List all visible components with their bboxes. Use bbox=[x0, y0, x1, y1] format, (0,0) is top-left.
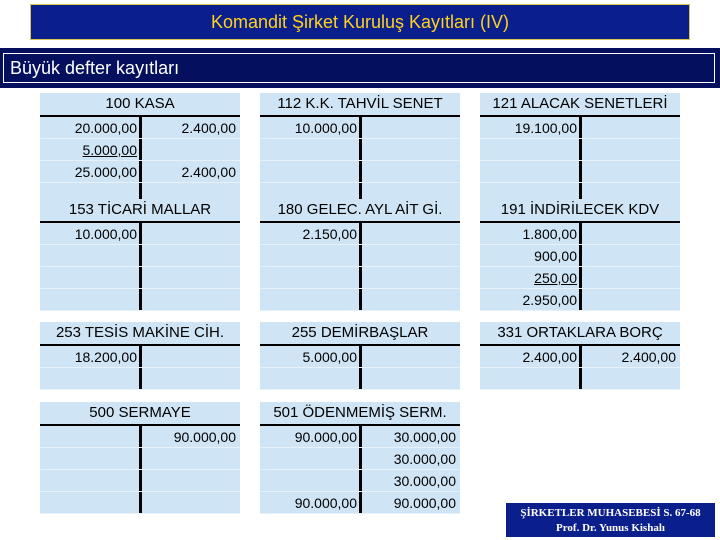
credit-amount: 30.000,00 bbox=[393, 473, 456, 489]
ledger-row bbox=[480, 346, 680, 368]
debit-amount: 2.950,00 bbox=[522, 292, 577, 308]
ledger-row bbox=[40, 117, 240, 139]
ledger-row bbox=[480, 139, 680, 161]
t-account-100 bbox=[40, 93, 240, 205]
debit-amount: 10.000,00 bbox=[294, 120, 357, 136]
account-title: 501 ÖDENMEMİŞ SERM. bbox=[273, 404, 447, 421]
ledger-row bbox=[260, 448, 460, 470]
debit-amount: 2.150,00 bbox=[302, 226, 357, 242]
account-title: 100 KASA bbox=[105, 95, 175, 112]
ledger-row bbox=[40, 492, 240, 514]
ledger-row bbox=[40, 267, 240, 289]
credit-amount: 2.400,00 bbox=[621, 349, 676, 365]
ledger-row bbox=[480, 289, 680, 311]
ledger-row bbox=[480, 267, 680, 289]
section-header bbox=[0, 46, 720, 90]
ledger-row bbox=[260, 368, 460, 390]
debit-amount: 25.000,00 bbox=[74, 164, 137, 180]
section-title: Büyük defter kayıtları bbox=[3, 53, 715, 83]
account-title: 500 SERMAYE bbox=[89, 404, 191, 421]
t-account-501 bbox=[260, 402, 460, 514]
ledger-row bbox=[260, 492, 460, 514]
ledger-row bbox=[40, 426, 240, 448]
ledger-row bbox=[260, 117, 460, 139]
debit-amount: 2.400,00 bbox=[522, 349, 577, 365]
footer-reference bbox=[505, 502, 716, 538]
credit-amount: 2.400,00 bbox=[181, 120, 236, 136]
ledger-row bbox=[260, 289, 460, 311]
debit-amount: 18.200,00 bbox=[74, 349, 137, 365]
ledger-row bbox=[260, 161, 460, 183]
debit-amount: 250,00 bbox=[534, 270, 577, 286]
ledger-row bbox=[260, 470, 460, 492]
slide-title: Komandit Şirket Kuruluş Kayıtları (IV) bbox=[30, 4, 690, 40]
t-account-253 bbox=[40, 322, 240, 390]
credit-amount: 90.000,00 bbox=[173, 429, 236, 445]
ledger-row bbox=[260, 267, 460, 289]
account-title: 121 ALACAK SENETLERİ bbox=[492, 95, 668, 112]
account-title: 255 DEMİRBAŞLAR bbox=[291, 324, 429, 341]
ledger-row bbox=[480, 368, 680, 390]
debit-amount: 90.000,00 bbox=[294, 429, 357, 445]
ledger-row bbox=[40, 368, 240, 390]
credit-amount: 90.000,00 bbox=[393, 495, 456, 511]
account-title: 253 TESİS MAKİNE CİH. bbox=[55, 324, 225, 341]
ledger-row bbox=[480, 161, 680, 183]
ledger-row bbox=[40, 470, 240, 492]
ledger-row bbox=[40, 346, 240, 368]
debit-amount: 90.000,00 bbox=[294, 495, 357, 511]
debit-amount: 10.000,00 bbox=[74, 226, 137, 242]
ledger-row bbox=[260, 346, 460, 368]
t-account-331 bbox=[480, 322, 680, 390]
ledger-row bbox=[40, 139, 240, 161]
account-title: 153 TİCARİ MALLAR bbox=[68, 201, 212, 218]
debit-amount: 1.800,00 bbox=[522, 226, 577, 242]
t-account-255 bbox=[260, 322, 460, 390]
credit-amount: 30.000,00 bbox=[393, 451, 456, 467]
account-title: 180 GELEC. AYL AİT Gİ. bbox=[277, 201, 443, 218]
t-account-191 bbox=[480, 199, 680, 311]
debit-amount: 5.000,00 bbox=[302, 349, 357, 365]
ledger-row bbox=[480, 245, 680, 267]
footer-author: Prof. Dr. Yunus Kishalı bbox=[556, 522, 665, 534]
debit-amount: 19.100,00 bbox=[514, 120, 577, 136]
ledger-row bbox=[40, 161, 240, 183]
ledger-row bbox=[260, 245, 460, 267]
footer-book: ŞİRKETLER MUHASEBESİ S. 67-68 bbox=[520, 507, 701, 519]
debit-amount: 20.000,00 bbox=[74, 120, 137, 136]
credit-amount: 30.000,00 bbox=[393, 429, 456, 445]
ledger-row bbox=[480, 117, 680, 139]
ledger-row bbox=[40, 448, 240, 470]
ledger-row bbox=[260, 426, 460, 448]
ledger-row bbox=[40, 245, 240, 267]
t-account-121 bbox=[480, 93, 680, 205]
t-account-180 bbox=[260, 199, 460, 311]
credit-amount: 2.400,00 bbox=[181, 164, 236, 180]
account-title: 331 ORTAKLARA BORÇ bbox=[497, 324, 663, 341]
ledger-row bbox=[480, 223, 680, 245]
ledger-row bbox=[40, 289, 240, 311]
t-account-153 bbox=[40, 199, 240, 311]
ledger-row bbox=[40, 223, 240, 245]
account-title: 112 K.K. TAHVİL SENET bbox=[277, 95, 443, 112]
debit-amount: 5.000,00 bbox=[82, 142, 137, 158]
account-title: 191 İNDİRİLECEK KDV bbox=[500, 201, 660, 218]
ledger-row bbox=[260, 223, 460, 245]
t-account-112 bbox=[260, 93, 460, 205]
debit-amount: 900,00 bbox=[534, 248, 577, 264]
t-account-500 bbox=[40, 402, 240, 514]
ledger-row bbox=[260, 139, 460, 161]
